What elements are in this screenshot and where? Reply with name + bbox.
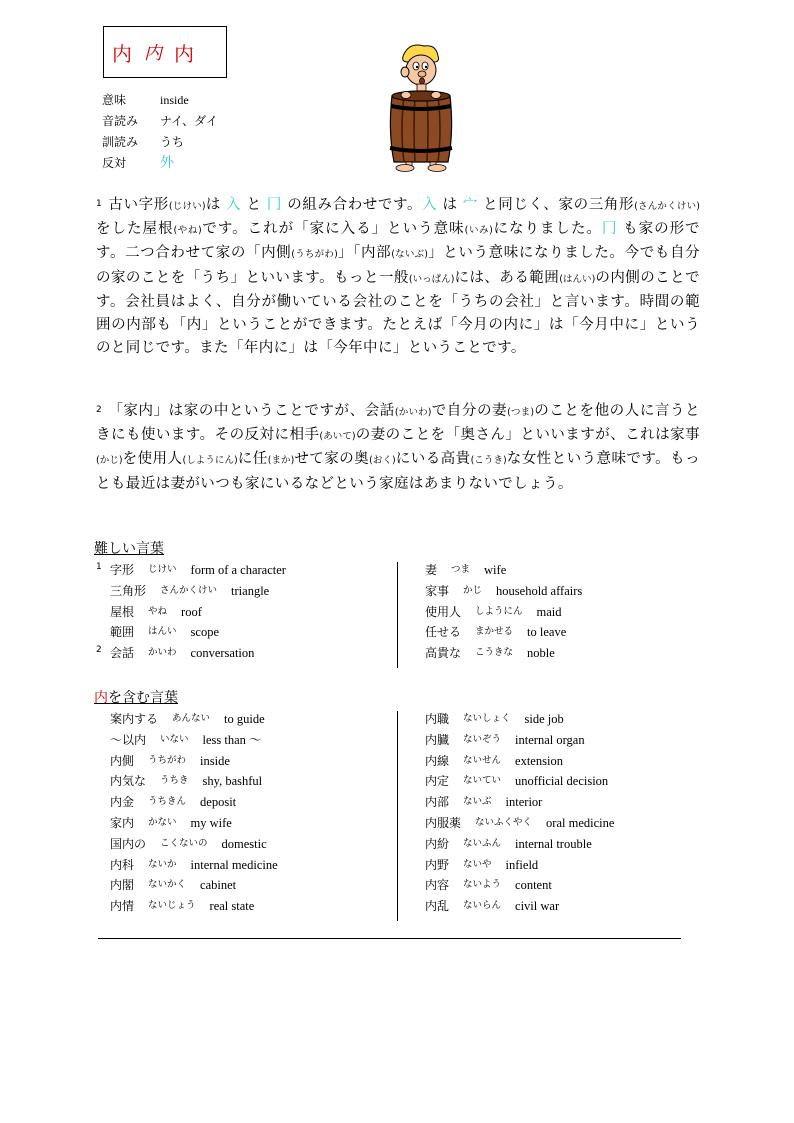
list-item (110, 813, 278, 834)
word: 妻 (425, 563, 438, 577)
list-item (425, 602, 582, 623)
word: 内職 (425, 712, 450, 726)
list-item (110, 834, 278, 855)
reading: (しようにん) (182, 455, 238, 467)
reading: うちがわ (148, 754, 187, 766)
word: 家事 (425, 583, 450, 598)
reading: (こうき) (470, 455, 507, 467)
list-item (110, 896, 278, 917)
text: 古い字形 (108, 197, 169, 213)
kanji-variant-3: 内 (174, 41, 194, 66)
english: internal organ (515, 732, 585, 747)
opposite-value: 外 (160, 155, 174, 171)
difficult-words-left-list (96, 560, 286, 664)
list-item (425, 855, 614, 876)
word: 内科 (110, 857, 135, 872)
text: にいる高貴 (395, 451, 471, 468)
reading: (かいわ) (394, 407, 432, 418)
explanation-paragraph-1 (96, 194, 700, 360)
word: 内定 (425, 774, 450, 789)
word: 内気な (110, 774, 147, 789)
reading: ないかく (148, 879, 187, 891)
reading: ないせん (463, 754, 502, 766)
reading: ないらん (463, 900, 502, 912)
list-item (425, 560, 582, 581)
english: interior (505, 795, 543, 810)
list-item (425, 875, 614, 896)
text: と同じく、家の三角形 (477, 197, 635, 213)
opposite-row (102, 153, 218, 174)
word: 高貴な (425, 646, 462, 661)
reading: (はんい) (559, 273, 596, 285)
word: 内部 (425, 795, 450, 810)
list-item (425, 709, 614, 730)
reading: こくないの (160, 837, 208, 849)
list-item (110, 751, 278, 772)
english: to guide (224, 712, 265, 726)
word: 字形 (110, 563, 135, 577)
list-item (425, 771, 614, 792)
compounds-heading (94, 687, 178, 707)
reading: ないふくやく (475, 816, 533, 828)
reading: ないよう (463, 879, 502, 891)
meaning-value: inside (160, 93, 189, 107)
english: deposit (200, 795, 237, 810)
explanation-paragraph-2 (96, 400, 700, 496)
word: 案内する (110, 712, 159, 726)
note-number-2: 2 (96, 405, 103, 415)
text: も家の形です。二つ合わせて家の「内側 (96, 221, 700, 262)
text: をした屋根 (96, 221, 174, 238)
word: 内側 (110, 753, 135, 768)
kunyomi-label: 訓読み (102, 135, 139, 149)
english: inside (200, 753, 230, 768)
reading: (じけい) (168, 201, 206, 212)
opposite-label: 反対 (102, 156, 127, 170)
text: に任 (237, 451, 268, 468)
word: 国内の (110, 836, 147, 851)
word: 内野 (425, 857, 450, 872)
english: less than ～ (202, 732, 262, 747)
english: noble (527, 646, 555, 661)
text: のことを他の人に言うときにも使います。その反対に相手 (96, 403, 700, 444)
component-kanji: 入 (422, 197, 438, 213)
column-divider (397, 562, 398, 668)
barrel-man-illustration (380, 40, 460, 172)
english: domestic (221, 836, 267, 851)
reading: (ないぶ) (391, 249, 428, 261)
reading: (うちがわ) (291, 249, 338, 261)
reading: いない (160, 733, 189, 745)
english: triangle (231, 583, 270, 598)
list-item (110, 709, 278, 730)
english: household affairs (496, 583, 583, 598)
text: を使用人 (122, 451, 183, 468)
reading: (いっぱん) (408, 273, 455, 285)
english: side job (524, 712, 564, 726)
list-item (96, 560, 286, 581)
component-kanji: 宀 (462, 197, 478, 213)
list-item (110, 875, 278, 896)
note-number (96, 599, 110, 620)
reading: (かじ) (96, 455, 123, 467)
english: oral medicine (546, 815, 615, 830)
text: には、ある範囲 (454, 269, 560, 286)
reading: ないてい (463, 775, 502, 787)
list-item (110, 730, 278, 751)
reading: うちき (160, 775, 189, 787)
reading: かじ (463, 584, 483, 596)
list-item (425, 622, 582, 643)
component-kanji: 冂 (266, 197, 282, 213)
english: conversation (190, 646, 255, 661)
text: です。これが「家に入る」という意味 (201, 221, 465, 238)
text: な女性という意味です。もっとも最近は妻がいつも家にいるなどという家庭はあまりないでしょう。 (96, 451, 700, 492)
english: extension (515, 753, 563, 768)
reading: (やね) (173, 225, 202, 237)
list-item (425, 792, 614, 813)
text: の妻のことを「奥さん」といいますが、これは家事 (355, 427, 700, 444)
reading: ないぶ (463, 796, 492, 808)
word: 内紛 (425, 836, 450, 851)
reading: ないか (148, 858, 177, 870)
list-item (96, 602, 286, 623)
text: になりました。 (492, 221, 602, 238)
english: infield (505, 857, 539, 872)
word: ～以内 (110, 732, 147, 747)
compounds-right-list (425, 709, 614, 917)
list-item (96, 622, 286, 643)
list-item (425, 896, 614, 917)
word: 内容 (425, 878, 450, 893)
onyomi-row (102, 111, 218, 132)
list-item (110, 855, 278, 876)
note-number-1: 1 (96, 199, 103, 209)
text: 」という意味になりました。今でも自分の家のことを「うち」といいます。もっと一般 (96, 245, 700, 286)
note-number (96, 578, 110, 599)
english: to leave (527, 625, 567, 640)
word: 内臓 (425, 732, 450, 747)
english: form of a character (190, 563, 286, 577)
word: 内金 (110, 795, 135, 810)
english: real state (209, 899, 255, 914)
reading: (おく) (369, 455, 396, 467)
reading: (つま) (507, 407, 535, 418)
text: は (437, 197, 463, 213)
word: 内閣 (110, 878, 135, 893)
list-item (425, 643, 582, 664)
kanji-variant-1: 内 (112, 41, 132, 66)
english: internal medicine (190, 857, 278, 872)
reading: (まか) (267, 455, 295, 467)
list-item (425, 751, 614, 772)
reading: やね (148, 605, 168, 617)
list-item (425, 834, 614, 855)
word: 使用人 (425, 604, 462, 619)
english: maid (536, 604, 562, 619)
text: と (241, 197, 267, 213)
reading: つま (451, 564, 471, 575)
list-item (96, 581, 286, 602)
kanji-info (102, 90, 218, 174)
kanji-variant-2: 内 (144, 43, 162, 64)
column-divider (397, 711, 398, 921)
reading: (あいて) (319, 431, 356, 443)
list-item (110, 792, 278, 813)
reading: (いみ) (464, 225, 493, 237)
word: 三角形 (110, 583, 147, 598)
english: unofficial decision (515, 774, 609, 789)
reading: ないしょく (463, 713, 511, 724)
reading: うちきん (148, 796, 187, 808)
word: 内服薬 (425, 815, 462, 830)
note-number: 2 (96, 645, 102, 656)
english: wife (484, 563, 507, 577)
kunyomi-value: うち (160, 135, 185, 149)
note-number (96, 619, 110, 640)
reading: かない (148, 816, 177, 828)
note-number: 1 (96, 562, 102, 572)
text: 」「内部 (337, 245, 392, 262)
english: cabinet (200, 878, 237, 893)
heading-kanji: 内 (94, 690, 108, 706)
word: 内線 (425, 753, 450, 768)
onyomi-label: 音読み (102, 114, 139, 128)
reading: しようにん (475, 605, 523, 617)
bottom-rule (98, 938, 681, 939)
word: 会話 (110, 646, 135, 661)
list-item (425, 730, 614, 751)
meaning-row (102, 90, 218, 111)
meaning-label: 意味 (102, 93, 127, 107)
reading: こうきな (475, 647, 514, 659)
english: shy, bashful (202, 774, 263, 789)
kunyomi-row (102, 132, 218, 153)
text: で自分の妻 (431, 403, 508, 419)
reading: さんかくけい (160, 584, 218, 596)
text: の組み合わせです。 (282, 197, 423, 213)
text: の内側のことです。会社員はよく、自分が働いている会社のことを「うちの会社」と言います。時間の範囲の内部も「内」ということができます。たとえば「今月の内に」は「今月中に」というのと同じです。また「年内に」は「今年中に」ということです。 (96, 269, 700, 357)
text: 「家内」は家の中ということですが、会話 (108, 403, 395, 419)
kanji-variants-box (103, 26, 227, 78)
reading: ないぞう (463, 733, 502, 745)
list-item (425, 813, 614, 834)
word: 任せる (425, 625, 462, 640)
component-kanji: 冂 (601, 221, 618, 238)
list-item (110, 771, 278, 792)
english: scope (190, 625, 219, 640)
reading: まかせる (475, 626, 514, 638)
compounds-left-list (110, 709, 278, 917)
list-item (96, 643, 286, 664)
word: 内乱 (425, 899, 450, 914)
text: せて家の奥 (294, 451, 370, 468)
english: civil war (515, 899, 560, 914)
onyomi-value: ナイ、ダイ (160, 114, 218, 128)
reading: はんい (148, 626, 177, 638)
reading: かいわ (148, 647, 177, 659)
reading: ないじょう (148, 900, 196, 912)
word: 内情 (110, 899, 135, 914)
reading: じけい (148, 564, 177, 575)
english: my wife (190, 815, 232, 830)
word: 範囲 (110, 625, 135, 640)
english: internal trouble (515, 836, 592, 851)
english: content (515, 878, 552, 893)
list-item (425, 581, 582, 602)
reading: ないや (463, 858, 492, 870)
component-kanji: 入 (226, 197, 242, 213)
text: は (205, 197, 227, 213)
difficult-words-right-list (425, 560, 582, 664)
heading-text: を含む言葉 (108, 690, 178, 706)
reading: ないふん (463, 837, 502, 849)
difficult-words-heading: 難しい言葉 (94, 541, 164, 557)
word: 屋根 (110, 604, 135, 619)
reading: あんない (172, 713, 211, 724)
reading: (さんかくけい) (634, 201, 700, 212)
english: roof (181, 604, 202, 619)
word: 家内 (110, 815, 135, 830)
